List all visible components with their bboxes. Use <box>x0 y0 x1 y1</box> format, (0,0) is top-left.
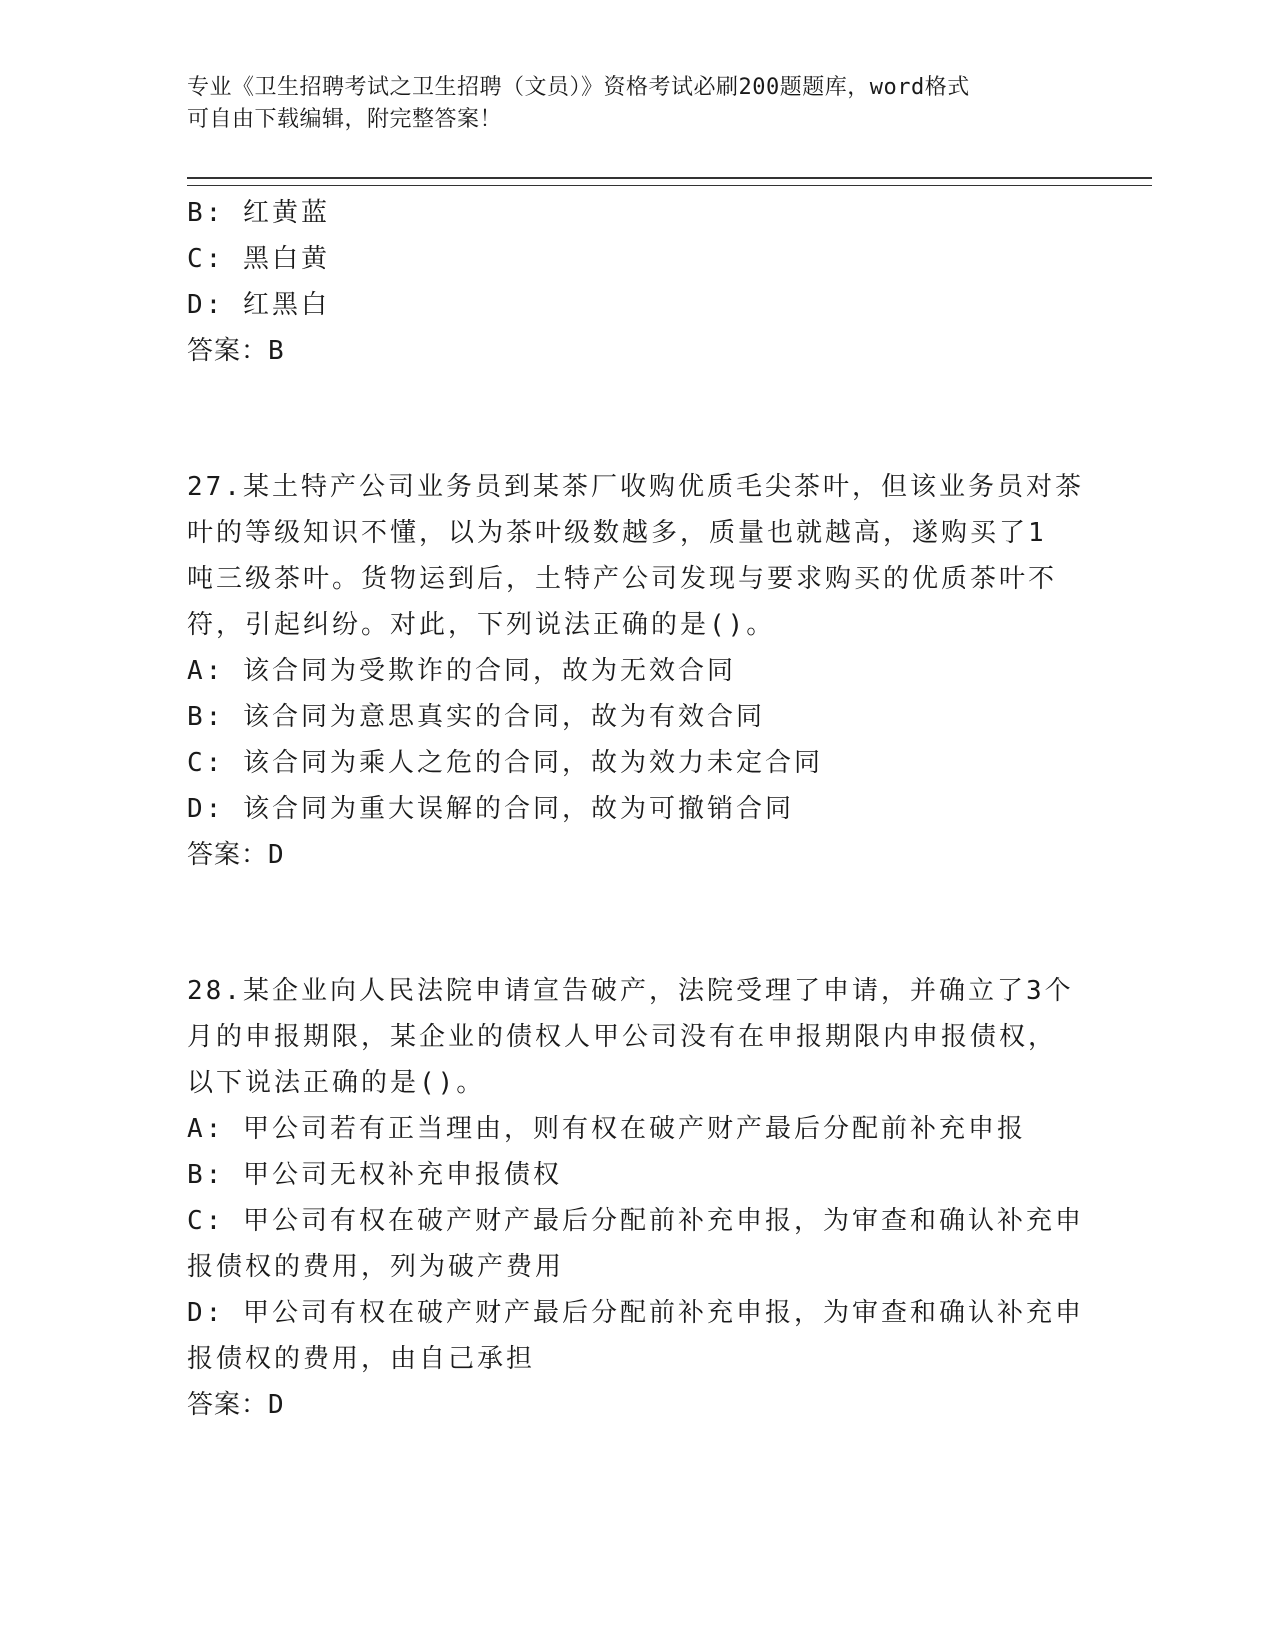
option-c-continued: 报债权的费用，列为破产费用 <box>187 1252 565 1282</box>
question-stem-line: 月的申报期限，某企业的债权人甲公司没有在申报期限内申报债权， <box>187 1022 1058 1052</box>
option-a: A: 该合同为受欺诈的合同，故为无效合同 <box>187 656 736 686</box>
question-stem-line: 28.某企业向人民法院申请宣告破产，法院受理了申请，并确立了3个 <box>187 976 1074 1006</box>
option-c: C: 黑白黄 <box>187 244 330 274</box>
answer-line: 答案：D <box>187 840 285 870</box>
answer-line: 答案：D <box>187 1390 285 1420</box>
option-d: D: 红黑白 <box>187 290 330 320</box>
option-a: A: 甲公司若有正当理由，则有权在破产财产最后分配前补充申报 <box>187 1114 1026 1144</box>
header-line-1: 专业《卫生招聘考试之卫生招聘（文员）》资格考试必刷200题题库，word格式 <box>187 75 970 100</box>
previous-question-block <box>187 190 1087 374</box>
header-divider <box>187 177 1152 186</box>
question-stem-line: 以下说法正确的是()。 <box>187 1068 486 1098</box>
header-line-2: 可自由下载编辑，附完整答案！ <box>187 107 503 132</box>
answer-line: 答案：B <box>187 336 285 366</box>
question-27 <box>187 464 1087 878</box>
question-stem-line: 27.某土特产公司业务员到某茶厂收购优质毛尖茶叶，但该业务员对茶 <box>187 472 1084 502</box>
option-b: B: 该合同为意思真实的合同，故为有效合同 <box>187 702 765 732</box>
option-d: D: 该合同为重大误解的合同，故为可撤销合同 <box>187 794 794 824</box>
option-b: B: 红黄蓝 <box>187 198 330 228</box>
page-header <box>187 72 1067 136</box>
option-d-continued: 报债权的费用，由自己承担 <box>187 1344 536 1374</box>
question-stem-line: 叶的等级知识不懂，以为茶叶级数越多，质量也就越高，遂购买了1 <box>187 518 1047 548</box>
option-b: B: 甲公司无权补充申报债权 <box>187 1160 562 1190</box>
question-28 <box>187 968 1087 1428</box>
question-stem-line: 吨三级茶叶。货物运到后，土特产公司发现与要求购买的优质茶叶不 <box>187 564 1058 594</box>
question-stem-line: 符，引起纠纷。对此，下列说法正确的是()。 <box>187 610 776 640</box>
option-c: C: 甲公司有权在破产财产最后分配前补充申报，为审查和确认补充申 <box>187 1206 1084 1236</box>
option-d: D: 甲公司有权在破产财产最后分配前补充申报，为审查和确认补充申 <box>187 1298 1084 1328</box>
question-content <box>187 190 1087 1428</box>
option-c: C: 该合同为乘人之危的合同，故为效力未定合同 <box>187 748 823 778</box>
